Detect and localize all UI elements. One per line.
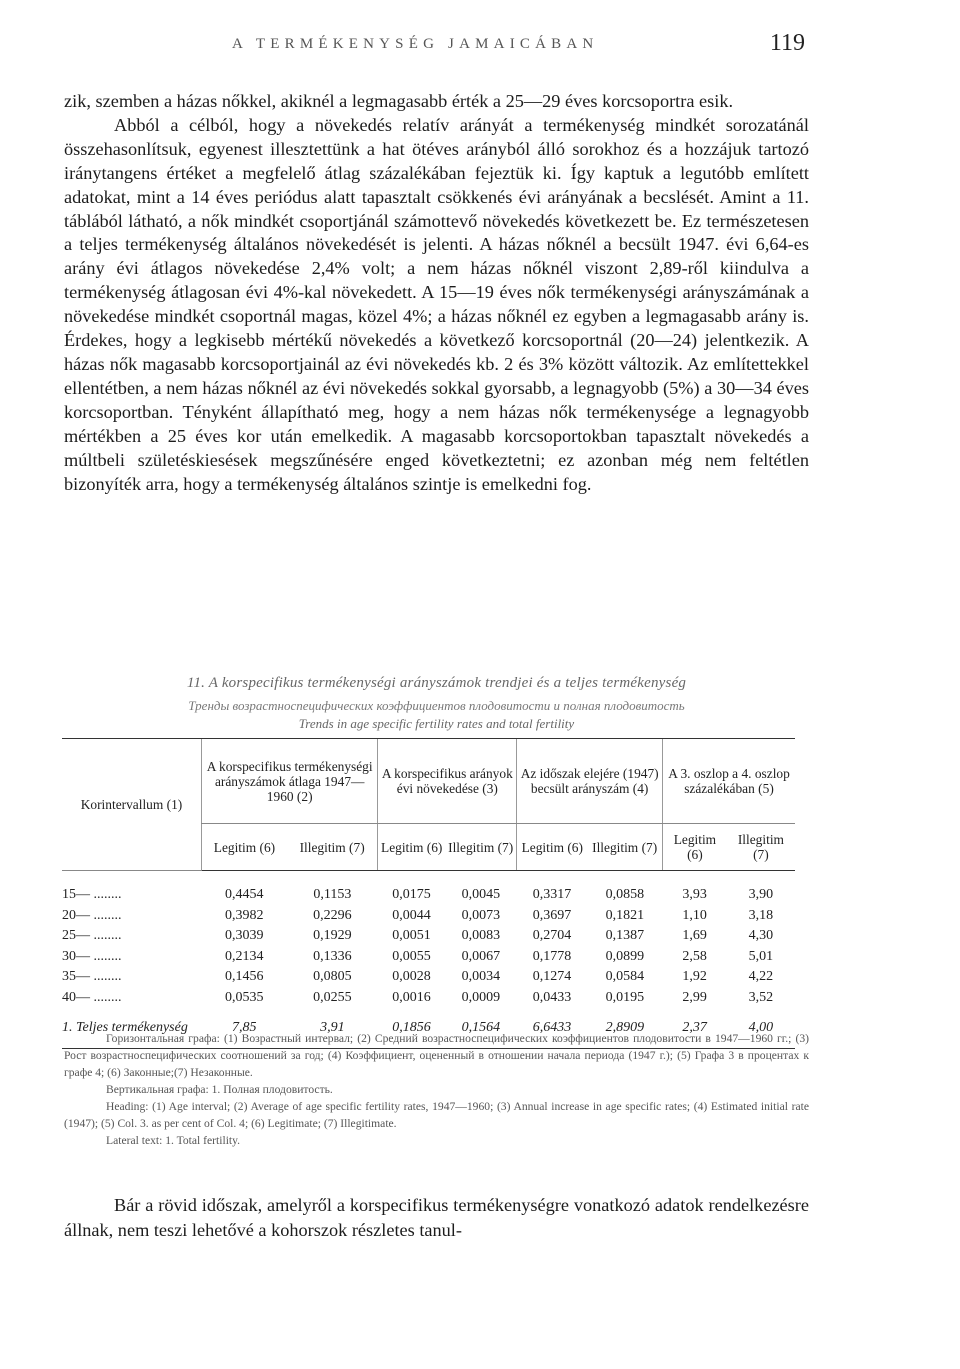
- cell: 0,0175: [392, 887, 431, 902]
- cell: 0,1564: [445, 1008, 517, 1049]
- row-label: 35— ........: [62, 969, 122, 984]
- cell: 0,0034: [461, 969, 501, 984]
- closing-text: [64, 1193, 809, 1243]
- table-spacer: [62, 871, 795, 886]
- cell: 0,3317: [532, 887, 572, 902]
- table-row: [62, 988, 795, 1009]
- cell: 1,69: [682, 928, 707, 943]
- cell: 3,52: [748, 989, 774, 1005]
- cell: 0,1778: [532, 948, 572, 964]
- cell: 0,4454: [224, 887, 264, 902]
- row-label: 20— ........: [62, 907, 122, 923]
- note-russian-heading: Горизонтальная графа: (1) Возрастный интервал; (2) Средний возрастноспецифических коэффициентов плодовитости в 1947—1960 гг.; (3) Рост возрастноспецифических соотношений за год; (4) Коэффициент, оцененный в отношении начала периода (1947 г.); (5) Графа 3 в процентах к графе 4; (6) Законные;(7) Незаконные.: [64, 1032, 809, 1079]
- cell: 6,6433: [517, 1008, 587, 1049]
- paragraph-continued: zik, szemben a házas nőkkel, akiknél a legmagasabb érték a 25—29 éves korcsoportra esik.: [64, 91, 734, 111]
- cell: 0,3039: [224, 928, 264, 943]
- row-label: 25— ........: [62, 928, 122, 943]
- cell: 0,1274: [532, 969, 572, 984]
- cell: 0,0584: [605, 969, 645, 984]
- table-title-russian: Тренды возрастноспецифических коэффициентов плодовитости и полная плодовитость: [188, 698, 685, 713]
- table-title-english: Trends in age specific fertility rates and total fertility: [298, 716, 575, 731]
- fertility-trends-table: [62, 738, 795, 1049]
- paragraph: Bár a rövid időszak, amelyről a korspecifikus termékenységre vonatkozó adatok rendelkezésre állnak, nem teszi lehetővé a kohorszok részletes tanul-: [64, 1195, 809, 1240]
- subheader-illegitim: Illegitim (7): [727, 824, 795, 871]
- cell: 7,85: [202, 1008, 287, 1049]
- cell: 2,8909: [587, 1008, 662, 1049]
- cell: 5,01: [748, 948, 774, 964]
- row-label-total: 1. Teljes termékenység: [62, 1008, 202, 1049]
- cell: 0,0009: [461, 989, 501, 1005]
- cell: 0,0055: [392, 948, 431, 964]
- table-row: [62, 906, 795, 927]
- subheader-legitim: Legitim (6): [517, 824, 587, 871]
- cell: 4,30: [748, 928, 774, 943]
- running-title: A TERMÉKENYSÉG JAMAICÁBAN: [232, 36, 599, 52]
- cell: 1,92: [682, 969, 707, 984]
- cell: 0,1336: [313, 948, 352, 964]
- table-header-row: [62, 739, 795, 824]
- cell: 0,1856: [378, 1008, 445, 1049]
- paragraph: Abból a célból, hogy a növekedés relatív arányát a termékenység mindkét sorozatánál összehasonlítsuk, egyenest illesztettünk a hat ötéves arányból álló sorokhoz és a hozzájuk tartozó iránytangens értéket a megfelelő átlag százalékában fejeztük ki. Így kaptuk a legutóbb említett adatokat, mint a 14 éves periódus alatt tapasztalt csökkenés évi arányának a becslését. Amint a 11. táblából látható, a nők mindkét csoportjánál számottevő növekedés következett be. Ez természetesen a teljes termékenység általános növekedését is jelenti. A házas nőknél a becsült 1947. évi 6,64-es arány évi átlagos növekedése 2,4% volt; a nem házas nőknél viszont 2,89-ről kiindulva a termékenység átlagosan évi 4%-kal növekedett. A 15—19 éves nők termékenységi arányszámának a növekedése mindkét csoportnál magas, közel 4%; a házas nőknél ez egyben a legmagasabb arány is. Érdekes, hogy a legkisebb mértékű növekedés a következő korcsoportnál (20—24) jelentkezik. A házas nők magasabb korcsoportjainál az évi növekedés kb. 2 és 3% között változik. Az említettekkel ellentétben, a nem házas nőknél az évi növekedés sokkal gyorsabb, a legnagyobb (5%) a 30—34 éves korcsoportban. Tényként állapítható meg, hogy a nem házas nők termékenysége a legnagyobb mértékben a 25 éves kor után emelkedik. A magasabb korcsoportokban tapasztalt növekedés a múltbeli születéskiesések megszűnésére enged következtetni; ez azonban még nem feltétlen bizonyíték arra, hogy a termékenység általános szintje is emelkedni fog.: [64, 114, 809, 494]
- cell: 0,2134: [224, 948, 264, 964]
- cell: 0,1387: [605, 928, 645, 943]
- cell: 0,2704: [532, 928, 572, 943]
- note-english-lateral: Lateral text: 1. Total fertility.: [106, 1134, 241, 1147]
- cell: 0,0858: [605, 887, 645, 902]
- subheader-illegitim: Illegitim (7): [587, 824, 662, 871]
- subheader-legitim: Legitim (6): [663, 824, 727, 871]
- cell: 0,0045: [461, 887, 501, 902]
- body-text: [64, 90, 809, 496]
- row-label: 15— ........: [62, 887, 122, 902]
- subheader-legitim: Legitim (6): [378, 824, 445, 871]
- cell: 0,1821: [605, 907, 645, 923]
- col-header-percent: A 3. oszlop a 4. oszlop százalékában (5): [663, 739, 795, 824]
- row-label: 40— ........: [62, 989, 122, 1005]
- note-russian-lateral: Вертикальная графа: 1. Полная плодовитость.: [106, 1083, 333, 1096]
- cell: 0,0051: [392, 928, 431, 943]
- cell: 0,0433: [532, 989, 572, 1005]
- table-row: [62, 947, 795, 968]
- cell: 3,18: [748, 907, 774, 923]
- col-header-average-rates: A korspecifikus termékenységi arányszámok átlaga 1947—1960 (2): [202, 739, 378, 824]
- row-label: 30— ........: [62, 948, 122, 964]
- cell: 0,0255: [313, 989, 352, 1005]
- table-notes: [64, 1030, 809, 1149]
- subheader-illegitim: Illegitim (7): [445, 824, 517, 871]
- cell: 0,0028: [392, 969, 431, 984]
- cell: 4,22: [748, 969, 774, 984]
- cell: 0,3697: [532, 907, 572, 923]
- cell: 0,0195: [605, 989, 645, 1005]
- cell: 0,1456: [224, 969, 264, 984]
- col-header-initial-rate: Az időszak elejére (1947) becsült arányszám (4): [517, 739, 663, 824]
- table-row: [62, 885, 795, 906]
- cell: 4,00: [727, 1008, 795, 1049]
- subheader-legitim: Legitim (6): [202, 824, 287, 871]
- cell: 3,93: [682, 887, 707, 902]
- table-row: [62, 926, 795, 947]
- cell: 0,1153: [313, 887, 352, 902]
- cell: 0,0535: [224, 989, 264, 1005]
- cell: 0,0805: [313, 969, 352, 984]
- cell: 0,3982: [224, 907, 264, 923]
- table-row: [62, 967, 795, 988]
- col-header-annual-increase: A korspecifikus arányok évi növekedése (3): [378, 739, 517, 824]
- cell: 0,0044: [392, 907, 431, 923]
- col-header-age-interval: Korintervallum (1): [62, 739, 202, 871]
- cell: 1,10: [682, 907, 707, 923]
- cell: 0,0899: [605, 948, 645, 964]
- cell: 0,0016: [392, 989, 431, 1005]
- cell: 2,37: [663, 1008, 727, 1049]
- cell: 3,90: [748, 887, 774, 902]
- cell: 0,0083: [461, 928, 501, 943]
- cell: 0,0067: [461, 948, 501, 964]
- cell: 3,91: [287, 1008, 378, 1049]
- subheader-illegitim: Illegitim (7): [287, 824, 378, 871]
- cell: 2,58: [682, 948, 707, 964]
- running-header: [232, 28, 805, 68]
- table-title: 11. A korspecifikus termékenységi arányszámok trendjei és a teljes termékenység: [186, 675, 687, 691]
- note-english-heading: Heading: (1) Age interval; (2) Average of age specific fertility rates, 1947—1960; (3) Annual increase in age specific rates; (4) Estimated initial rate (1947); (5) Col. 3. as per cent of Col. 4; (6) Legitimate; (7) Illegitimate.: [64, 1100, 809, 1130]
- page-number: 119: [769, 30, 805, 56]
- cell: 2,99: [682, 989, 707, 1005]
- cell: 0,2296: [313, 907, 352, 923]
- cell: 0,1929: [313, 928, 352, 943]
- cell: 0,0073: [461, 907, 501, 923]
